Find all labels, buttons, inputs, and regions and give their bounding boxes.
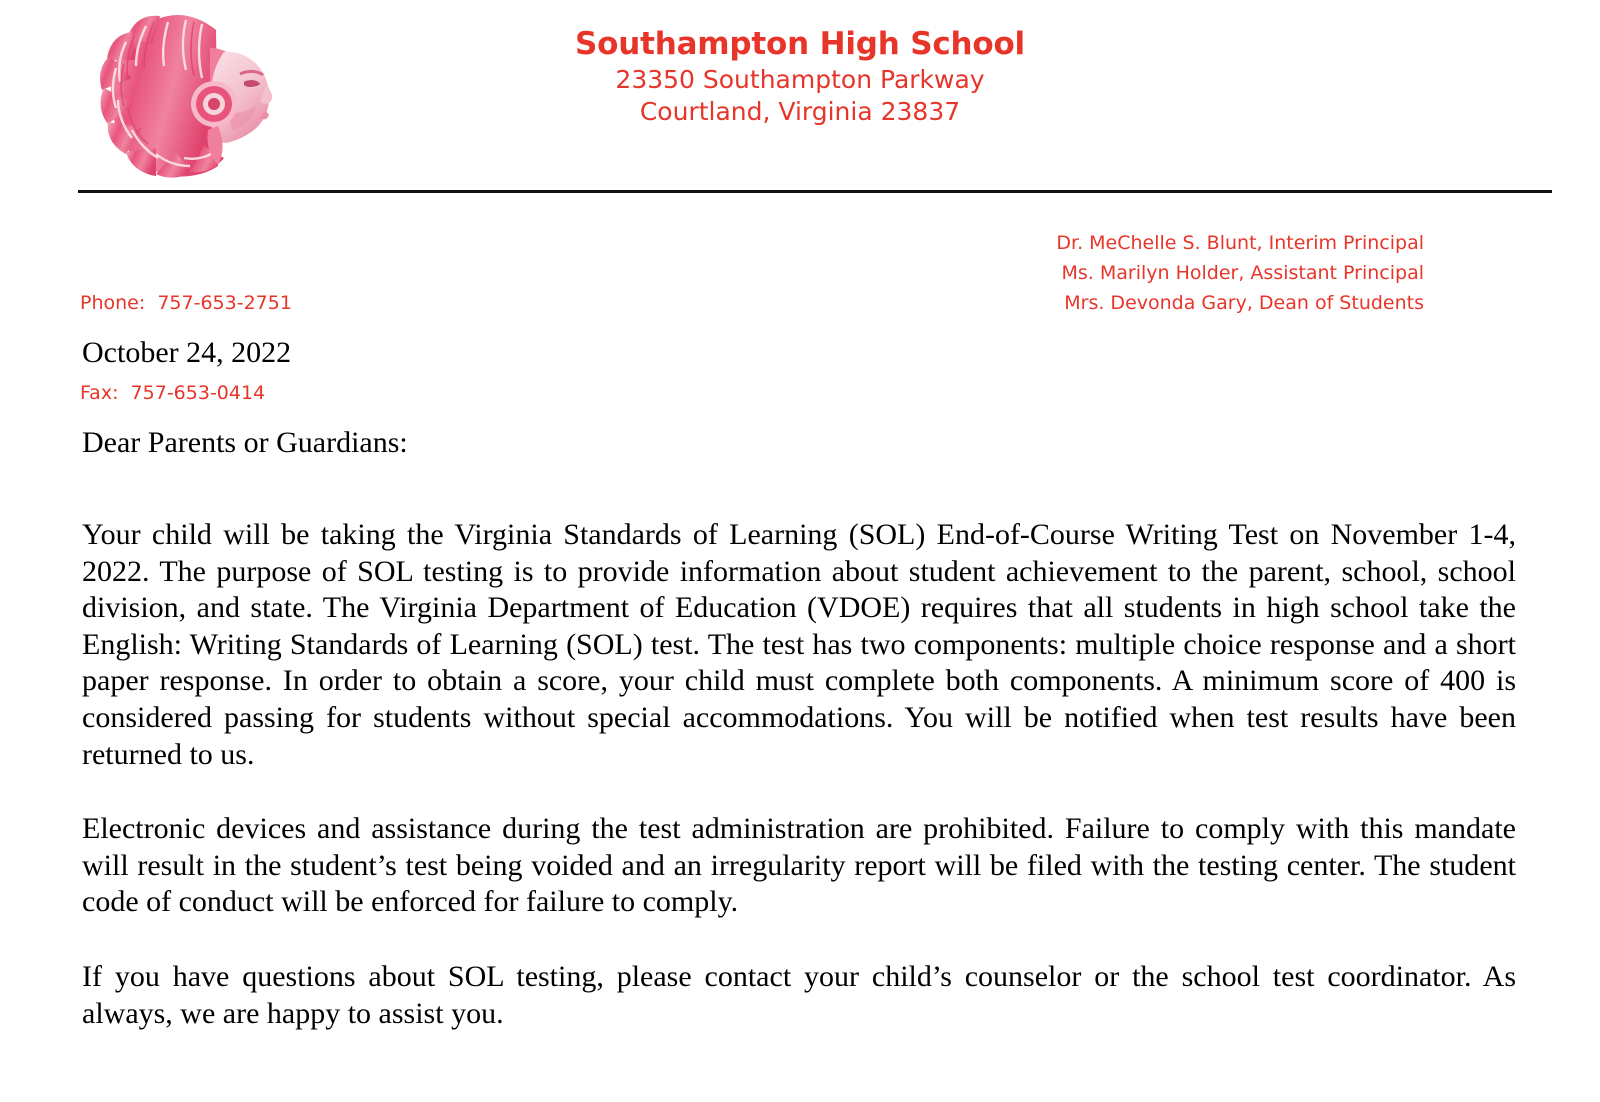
school-street-address: 23350 Southampton Parkway: [615, 64, 985, 94]
letter-paragraph-3: If you have questions about SOL testing, please contact your child’s counselor or the school test coordinator. As always, we are happy to assist you.: [82, 959, 1516, 1030]
school-name: Southampton High School: [575, 26, 1025, 62]
letter-paragraph-1: Your child will be taking the Virginia Standards of Learning (SOL) End-of-Course Writing Test on November 1-4, 2022. The purpose of SOL testing is to provide information about student achievement to the parent, school, school division, and state. The Virginia Department of Education (VDOE) requires that all students in high school take the English: Writing Standards of Learning (SOL) test. The test has two components: multiple choice response and a short paper response. In order to obtain a score, your child must complete both components. A minimum score of 400 is considered passing for students without special accommodations. You will be notified when test results have been returned to us.: [82, 518, 1516, 771]
administration-list: [1056, 228, 1424, 318]
fax-line: Fax: 757-653-0414: [80, 382, 266, 405]
letter-date: October 24, 2022: [82, 336, 292, 369]
letter-salutation: Dear Parents or Guardians:: [82, 425, 408, 459]
staff-principal: Dr. MeChelle S. Blunt, Interim Principal: [1056, 232, 1424, 254]
phone-line: Phone: 757-653-2751: [80, 292, 292, 315]
staff-assistant-principal: Ms. Marilyn Holder, Assistant Principal: [1061, 262, 1424, 285]
letter-paragraph-2: Electronic devices and assistance during the test administration are prohibited. Failure to comply with this mandate will result in the student’s test being voided and an irregularity report will be filed with the testing center. The student code of conduct will be enforced for failure to comply.: [82, 812, 1516, 919]
school-identity-block: [300, 26, 1300, 129]
school-mascot-chief-head-icon: [98, 8, 288, 180]
staff-dean-of-students: Mrs. Devonda Gary, Dean of Students: [1064, 292, 1424, 315]
letter-body: [82, 334, 1516, 1032]
school-city-state-zip: Courtland, Virginia 23837: [639, 97, 961, 127]
letterhead-divider-rule: [78, 190, 1552, 193]
letterhead: [0, 0, 1600, 180]
